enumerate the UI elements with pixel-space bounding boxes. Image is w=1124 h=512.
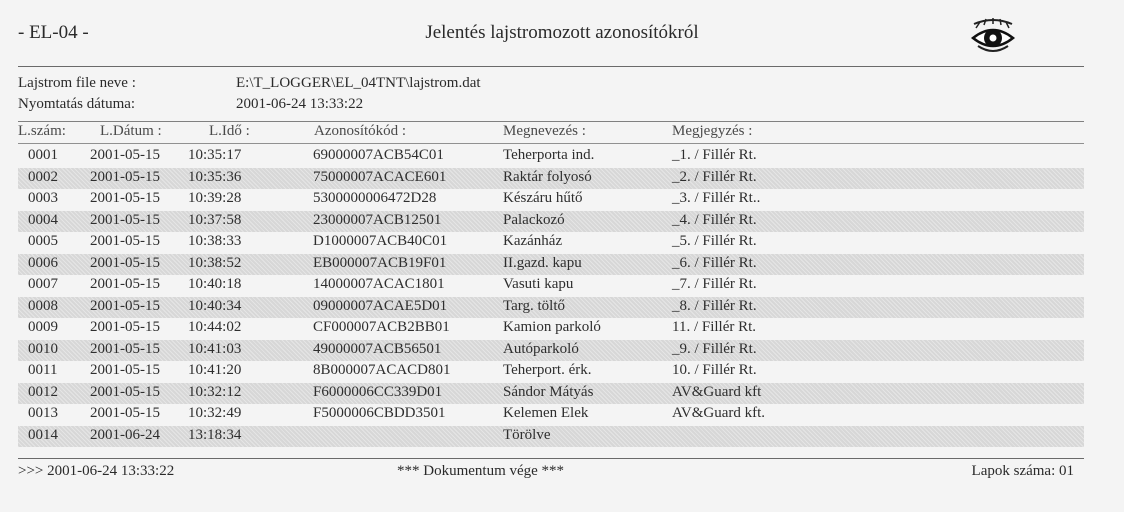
report-title: Jelentés lajstromozott azonosítókról [425, 22, 699, 43]
cell-time: 10:32:49 [188, 405, 242, 421]
cell-name: II.gazd. kapu [503, 254, 582, 271]
cell-number: 0003 [28, 190, 58, 206]
column-header-date: L.Dátum : [100, 123, 162, 139]
cell-number: 0012 [28, 383, 58, 400]
cell-date: 2001-05-15 [90, 383, 160, 400]
table-row [18, 318, 1084, 339]
table-row [18, 189, 1084, 210]
page-count: Lapok száma: 01 [971, 463, 1074, 479]
column-header-time: L.Idő : [209, 123, 250, 139]
cell-name: Kamion parkoló [503, 319, 601, 335]
cell-number: 0010 [28, 340, 58, 357]
column-header-rule [18, 143, 1084, 144]
cell-name: Raktár folyosó [503, 168, 592, 185]
cell-name: Törölve [503, 426, 551, 443]
column-header-number: L.szám: [18, 123, 66, 139]
footer-rule [18, 458, 1084, 459]
table-row [18, 275, 1084, 296]
table-row [18, 404, 1084, 425]
cell-number: 0004 [28, 211, 58, 228]
cell-id-code: 14000007ACAC1801 [313, 276, 445, 292]
column-header-id-code: Azonosítókód : [314, 123, 407, 139]
cell-time: 10:35:36 [188, 168, 242, 185]
cell-date: 2001-05-15 [90, 168, 160, 185]
cell-name: Kelemen Elek [503, 405, 589, 421]
table-row [18, 232, 1084, 253]
cell-date: 2001-05-15 [90, 340, 160, 357]
meta-rule [18, 121, 1084, 122]
cell-note: 10. / Fillér Rt. [672, 362, 757, 378]
cell-name: Targ. töltő [503, 297, 565, 314]
cell-note: _1. / Fillér Rt. [672, 147, 757, 163]
cell-note: _4. / Fillér Rt. [672, 211, 757, 228]
cell-date: 2001-05-15 [90, 233, 160, 249]
cell-number: 0005 [28, 233, 58, 249]
cell-time: 10:35:17 [188, 147, 242, 163]
cell-name: Palackozó [503, 211, 565, 228]
cell-id-code: 23000007ACB12501 [313, 211, 442, 228]
table-row [18, 426, 1084, 447]
cell-date: 2001-05-15 [90, 147, 160, 163]
cell-id-code: 49000007ACB56501 [313, 340, 442, 357]
column-header-note: Megjegyzés : [672, 123, 753, 139]
cell-number: 0013 [28, 405, 58, 421]
table-row [18, 211, 1084, 232]
cell-date: 2001-05-15 [90, 319, 160, 335]
cell-time: 10:41:20 [188, 362, 242, 378]
table-row [18, 146, 1084, 167]
cell-date: 2001-05-15 [90, 190, 160, 206]
cell-number: 0009 [28, 319, 58, 335]
cell-date: 2001-05-15 [90, 254, 160, 271]
cell-note: _8. / Fillér Rt. [672, 297, 757, 314]
header-rule [18, 66, 1084, 67]
cell-number: 0008 [28, 297, 58, 314]
column-header-name: Megnevezés : [503, 123, 586, 139]
cell-id-code: 8B000007ACACD801 [313, 362, 451, 378]
cell-note: 11. / Fillér Rt. [672, 319, 757, 335]
document-end-note: *** Dokumentum vége *** [397, 463, 565, 479]
cell-id-code: CF000007ACB2BB01 [313, 319, 450, 335]
cell-number: 0014 [28, 426, 58, 443]
file-value: E:\T_LOGGER\EL_04TNT\lajstrom.dat [236, 75, 481, 91]
cell-id-code: 69000007ACB54C01 [313, 147, 444, 163]
cell-id-code: D1000007ACB40C01 [313, 233, 448, 249]
cell-name: Teherport. érk. [503, 362, 592, 378]
cell-name: Autóparkoló [503, 340, 579, 357]
cell-date: 2001-06-24 [90, 426, 160, 443]
cell-note: _9. / Fillér Rt. [672, 340, 757, 357]
cell-time: 10:40:18 [188, 276, 242, 292]
cell-time: 10:32:12 [188, 383, 242, 400]
cell-note: _5. / Fillér Rt. [672, 233, 757, 249]
cell-id-code: F5000006CBDD3501 [313, 405, 446, 421]
cell-note: AV&Guard kft. [672, 405, 766, 421]
eye-icon [970, 16, 1016, 56]
cell-time: 10:39:28 [188, 190, 242, 206]
table-row [18, 361, 1084, 382]
cell-name: Készáru hűtő [503, 190, 583, 206]
cell-number: 0002 [28, 168, 58, 185]
print-date-label: Nyomtatás dátuma: [18, 96, 136, 112]
cell-note: _2. / Fillér Rt. [672, 168, 757, 185]
table-row [18, 168, 1084, 189]
table-row [18, 340, 1084, 361]
cell-note: _6. / Fillér Rt. [672, 254, 757, 271]
cell-number: 0006 [28, 254, 58, 271]
cell-id-code: 5300000006472D28 [313, 190, 437, 206]
cell-number: 0001 [28, 147, 58, 163]
table-row [18, 254, 1084, 275]
table-row [18, 383, 1084, 404]
report-code: - EL-04 - [18, 22, 89, 43]
cell-time: 10:37:58 [188, 211, 242, 228]
cell-id-code: F6000006CC339D01 [313, 383, 443, 400]
file-label: Lajstrom file neve : [18, 75, 136, 91]
cell-time: 10:38:33 [188, 233, 242, 249]
print-date-value: 2001-06-24 13:33:22 [236, 96, 364, 112]
cell-date: 2001-05-15 [90, 276, 160, 292]
cell-id-code: EB000007ACB19F01 [313, 254, 447, 271]
cell-note: _7. / Fillér Rt. [672, 276, 757, 292]
cell-time: 10:41:03 [188, 340, 242, 357]
cell-note: _3. / Fillér Rt.. [672, 190, 761, 206]
cell-time: 13:18:34 [188, 426, 242, 443]
cell-name: Teherporta ind. [503, 147, 595, 163]
cell-date: 2001-05-15 [90, 297, 160, 314]
cell-number: 0011 [28, 362, 58, 378]
cell-date: 2001-05-15 [90, 211, 160, 228]
cell-id-code: 09000007ACAE5D01 [313, 297, 448, 314]
cell-number: 0007 [28, 276, 58, 292]
cell-time: 10:40:34 [188, 297, 242, 314]
cell-name: Sándor Mátyás [503, 383, 594, 400]
cell-time: 10:38:52 [188, 254, 242, 271]
cell-note: AV&Guard kft [672, 383, 762, 400]
cell-date: 2001-05-15 [90, 405, 160, 421]
footer-timestamp: >>> 2001-06-24 13:33:22 [18, 463, 175, 479]
table-row [18, 297, 1084, 318]
cell-id-code: 75000007ACACE601 [313, 168, 447, 185]
cell-time: 10:44:02 [188, 319, 242, 335]
cell-name: Kazánház [503, 233, 563, 249]
cell-name: Vasuti kapu [503, 276, 574, 292]
cell-date: 2001-05-15 [90, 362, 160, 378]
